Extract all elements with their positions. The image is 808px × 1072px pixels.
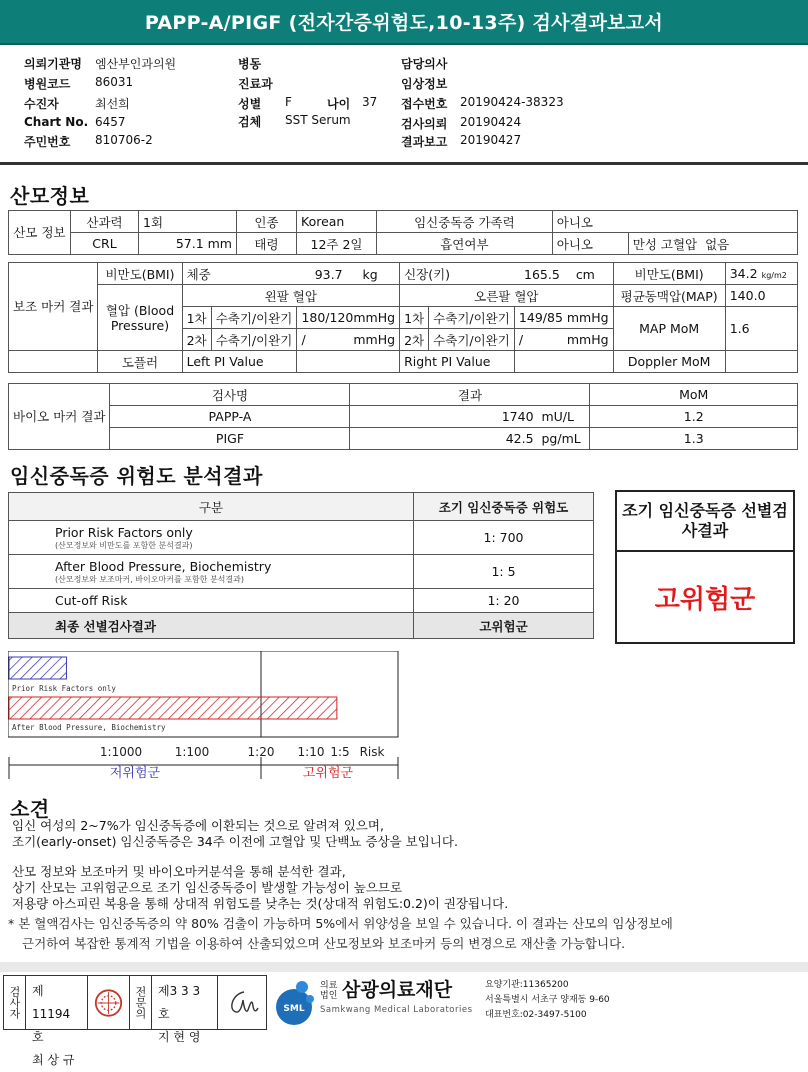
- after-bp-sub: (산모정보와 보조마커, 바이오마커를 포함한 분석결과): [55, 574, 244, 584]
- prior-risk-value: 1: 700: [414, 521, 594, 555]
- report-date-label: 결과보고: [401, 135, 448, 149]
- institution-label: 의뢰기관명: [24, 57, 82, 71]
- pigf-name: PIGF: [110, 428, 350, 450]
- left-first-label: 1차: [182, 307, 211, 329]
- tick-20: 1:20: [247, 745, 275, 759]
- disclaimer-line-1: * 본 혈액검사는 임신중독증의 약 80% 검출이 가능하며 5%에서 위양성을 보일 수 있습니다. 이 결과는 산모의 임상정보에: [8, 916, 673, 931]
- map-value: 140.0: [725, 285, 797, 307]
- smoking-label: 흡연여부: [377, 233, 553, 255]
- examinee-value: 최선희: [95, 97, 130, 111]
- left-second-label: 2차: [182, 329, 211, 351]
- height-label: 신장(키): [404, 266, 451, 282]
- hypertension-cell: [628, 233, 797, 255]
- high-risk-label: 고위험군: [302, 766, 354, 781]
- maternal-heading: 산모정보: [10, 184, 90, 208]
- doctor-label: 담당의사: [401, 57, 448, 71]
- prior-risk-sub: (산모정보와 비만도를 포함한 분석결과): [55, 540, 193, 550]
- low-risk-label: 저위험군: [109, 766, 161, 781]
- corp-info: [485, 978, 610, 1023]
- final-value: 고위험군: [414, 613, 594, 639]
- risk-table: [8, 492, 594, 639]
- race-label: 인종: [237, 211, 297, 233]
- screening-result-box: [615, 490, 795, 644]
- risk-header-category: 구분: [9, 493, 414, 521]
- opinion-heading: 소견: [10, 797, 50, 821]
- opinion-line-5: 저용량 아스피린 복용을 통해 상대적 위험도를 낮추는 것(상대적 위험도:0.2)이 권장됩니다.: [12, 896, 509, 911]
- corp-phone: 대표번호:02-3497-5100: [485, 1010, 587, 1020]
- right-second-value: /: [518, 332, 524, 347]
- doppler-label: 도플러: [98, 351, 182, 373]
- corp-code: 요양기관:11365200: [485, 980, 569, 990]
- pigf-result: [350, 428, 590, 450]
- right-first-label: 1차: [400, 307, 429, 329]
- ward-label: 병동: [238, 57, 262, 71]
- weight-value: 93.7: [314, 266, 343, 282]
- maternal-table: [8, 210, 798, 255]
- bmi-label: 비만도(BMI): [98, 263, 182, 285]
- papp-a-name: PAPP-A: [110, 406, 350, 428]
- left-second-value: /: [301, 332, 306, 347]
- signature-icon: [222, 986, 262, 1020]
- corp-address: 서울특별시 서초구 양재동 9-60: [485, 995, 610, 1005]
- map-label: 평균동맥압(MAP): [613, 285, 725, 307]
- hypertension-value: 없음: [705, 236, 730, 252]
- weight-label: 체중: [186, 266, 211, 282]
- specialist-name: 지 현 영: [158, 1030, 201, 1044]
- smoking-value: 아니오: [552, 233, 628, 255]
- right-pi-value: [514, 351, 613, 373]
- auxiliary-section-label: 보조 마커 결과: [9, 263, 98, 351]
- bmi-value: 34.2: [729, 266, 758, 281]
- left-first-value: 180/120mmHg: [297, 307, 400, 329]
- hypertension-label: 만성 고혈압: [632, 236, 698, 252]
- biomarker-header-mom: MoM: [590, 384, 798, 406]
- age-value: 37: [362, 95, 378, 109]
- examinee-label: 수진자: [24, 97, 59, 111]
- left-second-cell: [297, 329, 400, 351]
- after-bp-label: After Blood Pressure, Biochemistry: [55, 558, 272, 574]
- tester-label: 검사자: [4, 976, 26, 1029]
- prior-risk-bar: [9, 657, 66, 679]
- after-bp-value: 1: 5: [414, 555, 594, 589]
- crl-label: CRL: [71, 233, 139, 255]
- auxiliary-table: [8, 262, 798, 373]
- right-first-sysdia-label: 수축기/이완기: [429, 307, 515, 329]
- left-first-sysdia-label: 수축기/이완기: [211, 307, 297, 329]
- doppler-mom-label: Doppler MoM: [613, 351, 725, 373]
- left-pi-label: Left PI Value: [182, 351, 297, 373]
- tester-seal-cell: [88, 976, 130, 1029]
- risk-heading: 임신중독증 위험도 분석결과: [10, 464, 263, 488]
- chart-no-value: 6457: [95, 115, 126, 129]
- opinion-line-1: 임신 여성의 2~7%가 임신중독증에 이환되는 것으로 알려져 있으며,: [12, 818, 384, 833]
- after-bp-bar: [9, 697, 337, 719]
- final-label: 최종 선별검사결과: [9, 613, 414, 639]
- left-pi-value: [297, 351, 400, 373]
- opinion-line-3: 산모 정보와 보조마커 및 바이오마커분석을 통해 분석한 결과,: [12, 864, 346, 879]
- after-bp-cell: [9, 555, 414, 589]
- left-second-unit: mmHg: [353, 332, 396, 347]
- specialist-no: 제3 3 3 호: [158, 984, 201, 1021]
- pigf-unit: pg/mL: [541, 431, 581, 446]
- prior-risk-cell: [9, 521, 414, 555]
- logo-name: 삼광의료재단: [342, 979, 453, 1001]
- ga-value: 12주 2일: [297, 233, 377, 255]
- sml-logo-icon: [272, 977, 316, 1029]
- logo-english: Samkwang Medical Laboratories: [320, 1005, 473, 1015]
- signature-block: [3, 975, 267, 1067]
- hospital-code-label: 병원코드: [24, 77, 71, 91]
- institution-value: 엠산부인과의원: [95, 57, 177, 71]
- disclaimer: [8, 914, 673, 954]
- left-bp-label: 왼팔 혈압: [182, 285, 399, 307]
- parity-label: 산과력: [71, 211, 139, 233]
- disclaimer-line-2: 근거하여 복잡한 통계적 기법을 이용하여 산출되었으며 산모정보와 보조마커 등의 변경으로 재산출 가능합니다.: [22, 936, 626, 951]
- bp-label: 혈압 (Blood Pressure): [98, 285, 182, 351]
- bmi-unit: kg/m2: [761, 271, 787, 280]
- crl-value: 57.1 mm: [139, 233, 237, 255]
- family-history-label: 임신중독증 가족력: [377, 211, 553, 233]
- hospital-code-value: 86031: [95, 75, 134, 89]
- specialist-cell: [152, 976, 218, 1044]
- bmi-label-2: 비만도(BMI): [613, 263, 725, 285]
- biomarker-header-result: 결과: [350, 384, 590, 406]
- department-label: 진료과: [238, 77, 273, 91]
- papp-a-mom: 1.2: [590, 406, 798, 428]
- right-second-cell: [514, 329, 613, 351]
- after-bp-bar-label: After Blood Pressure, Biochemistry: [12, 723, 166, 732]
- resident-no-label: 주민번호: [24, 135, 71, 149]
- right-second-unit: mmHg: [566, 332, 609, 347]
- report-title: PAPP-A/PIGF (전자간증위험도,10-13주) 검사결과보고서: [0, 0, 808, 45]
- right-first-value: 149/85 mmHg: [514, 307, 613, 329]
- tester-cell: [26, 976, 88, 1067]
- tester-no: 제11194호: [32, 984, 71, 1044]
- specimen-value: SST Serum: [285, 113, 351, 127]
- tester-name: 최 상 규: [32, 1053, 75, 1067]
- opinion-line-4: 상기 산모는 고위험군으로 조기 임신중독증이 발생할 가능성이 높으므로: [12, 880, 403, 895]
- specialist-signature-cell: [218, 976, 266, 1029]
- maternal-section-label: 산모 정보: [9, 211, 71, 255]
- report-date-value: 20190427: [460, 133, 522, 147]
- specialist-label: 전문의: [130, 976, 152, 1029]
- footer-divider: [0, 962, 808, 972]
- tick-risk: Risk: [359, 745, 385, 759]
- screening-result-title: 조기 임신중독증 선별검사결과: [617, 492, 793, 552]
- receipt-value: 20190424-38323: [460, 95, 564, 109]
- seal-icon: [94, 987, 123, 1019]
- opinion-text: [12, 818, 508, 912]
- prior-risk-label: Prior Risk Factors only: [55, 524, 193, 540]
- blank-cell: [9, 351, 98, 373]
- tick-10: 1:10: [297, 745, 325, 759]
- height-value: 165.5: [524, 266, 560, 282]
- receipt-label: 접수번호: [401, 97, 448, 111]
- age-label: 나이: [327, 97, 351, 111]
- right-pi-label: Right PI Value: [400, 351, 515, 373]
- request-value: 20190424: [460, 115, 522, 129]
- biomarker-section-label: 바이오 마커 결과: [9, 384, 110, 450]
- race-value: Korean: [297, 211, 377, 233]
- papp-a-unit: mU/L: [541, 409, 574, 424]
- chart-no-label: Chart No.: [24, 115, 89, 129]
- right-second-sysdia-label: 수축기/이완기: [429, 329, 515, 351]
- left-second-sysdia-label: 수축기/이완기: [211, 329, 297, 351]
- prior-risk-bar-label: Prior Risk Factors only: [12, 684, 116, 693]
- opinion-line-2: 조기(early-onset) 임신중독증은 34주 이전에 고혈압 및 단백뇨 증상을 보입니다.: [12, 834, 458, 849]
- map-mom-label: MAP MoM: [613, 307, 725, 351]
- doppler-mom-value: [725, 351, 797, 373]
- papp-a-value: 1740: [501, 409, 534, 424]
- height-unit: cm: [575, 266, 595, 282]
- right-second-label: 2차: [400, 329, 429, 351]
- clinical-label: 임상정보: [401, 77, 448, 91]
- weight-unit: kg: [362, 266, 378, 282]
- logo-prefix: 의료법인: [320, 981, 338, 1001]
- parity-value: 1회: [139, 211, 237, 233]
- risk-chart: [8, 651, 400, 783]
- bmi-cell: [725, 263, 797, 285]
- biomarker-header-test: 검사명: [110, 384, 350, 406]
- sml-badge-text: SML: [283, 1004, 305, 1014]
- pigf-value: 42.5: [505, 431, 534, 446]
- tick-5: 1:5: [330, 745, 350, 759]
- cutoff-value: 1: 20: [414, 589, 594, 613]
- ga-label: 태령: [237, 233, 297, 255]
- biomarker-table: [8, 383, 798, 450]
- map-mom-value: 1.6: [725, 307, 797, 351]
- screening-result-value: 고위험군: [654, 584, 756, 615]
- right-bp-label: 오른팔 혈압: [400, 285, 614, 307]
- cutoff-label: Cut-off Risk: [9, 589, 414, 613]
- resident-no-value: 810706-2: [95, 133, 153, 147]
- risk-header-risk: 조기 임신중독증 위험도: [414, 493, 594, 521]
- sex-label: 성별: [238, 97, 262, 111]
- weight-cell: [182, 263, 399, 285]
- height-cell: [400, 263, 614, 285]
- family-history-value: 아니오: [552, 211, 797, 233]
- tick-100: 1:100: [174, 745, 210, 759]
- papp-a-result: [350, 406, 590, 428]
- tick-1000: 1:1000: [99, 745, 143, 759]
- pigf-mom: 1.3: [590, 428, 798, 450]
- specimen-label: 검체: [238, 115, 262, 129]
- patient-info: [0, 47, 808, 165]
- request-label: 검사의뢰: [401, 117, 448, 131]
- sex-value: F: [285, 95, 292, 109]
